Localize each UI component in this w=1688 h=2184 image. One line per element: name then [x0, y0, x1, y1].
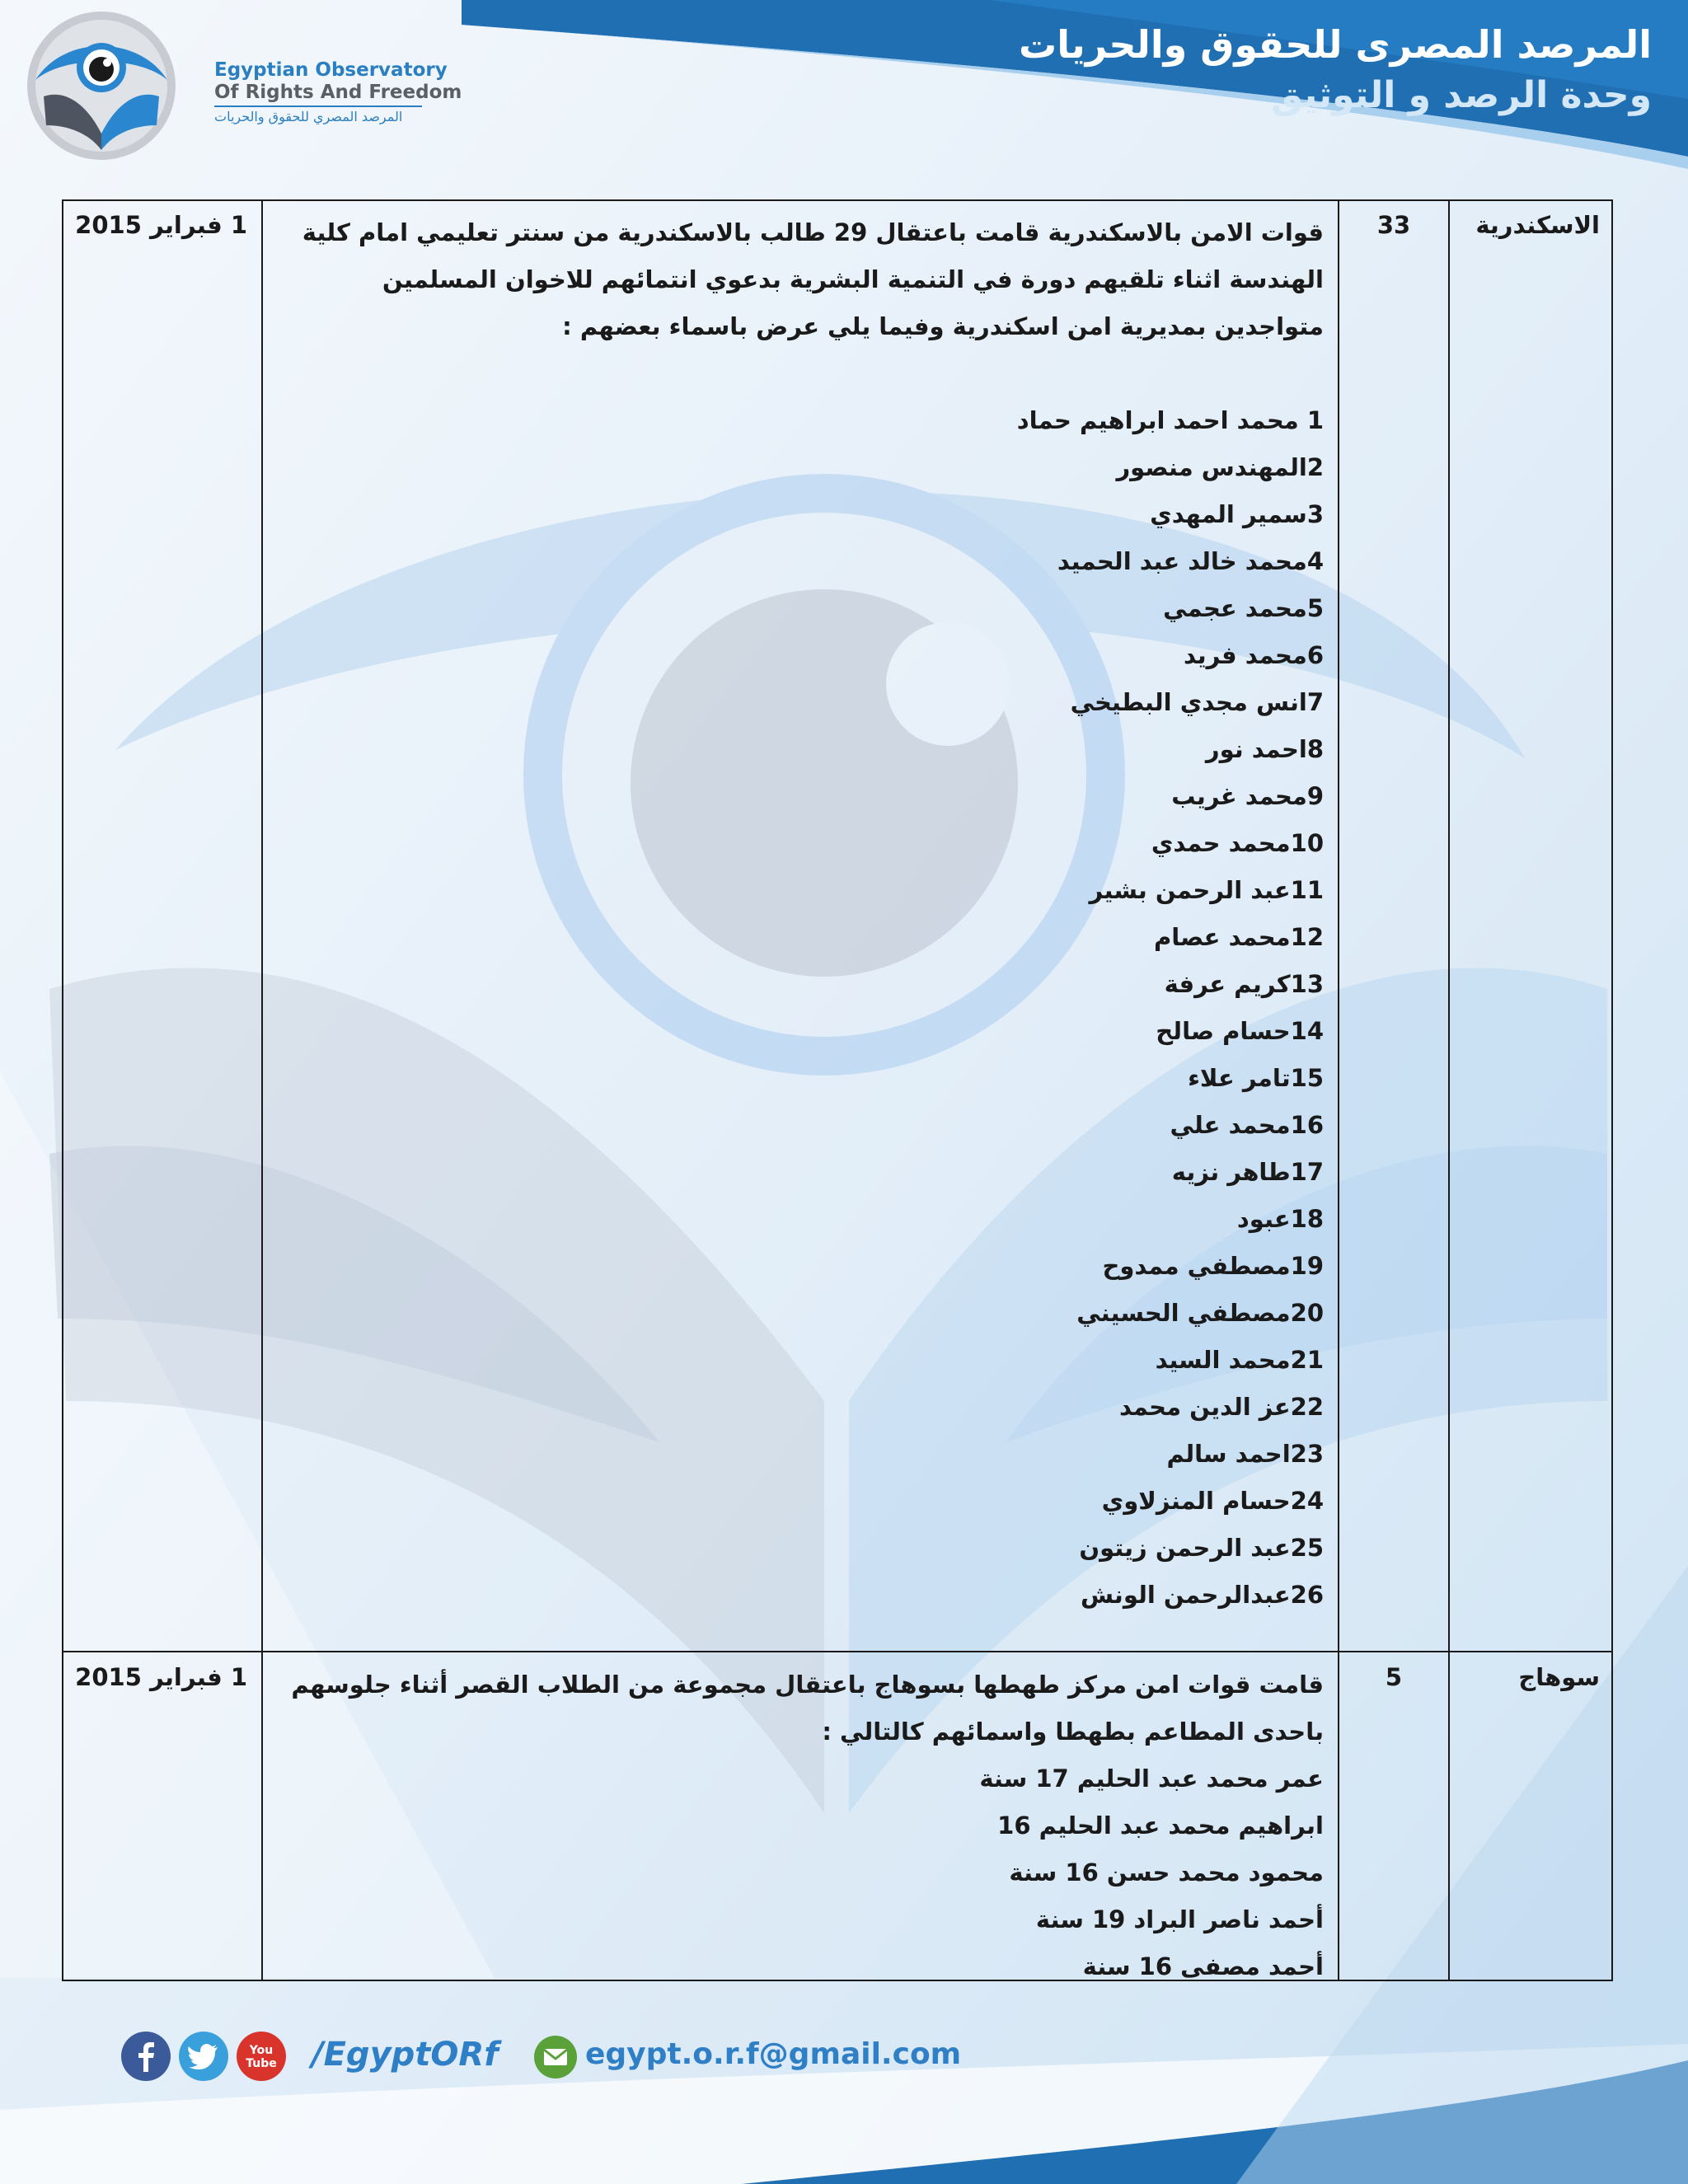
list-item: 25عبد الرحمن زيتون	[1079, 1534, 1324, 1562]
table-row	[62, 199, 1613, 1652]
list-item: 18عبود	[1236, 1205, 1324, 1233]
email-icon	[534, 2036, 577, 2079]
unit-title: وحدة الرصد و التوثيق	[1271, 74, 1652, 116]
list-item: 16محمد علي	[1170, 1111, 1324, 1139]
list-item: 11عبد الرحمن بشير	[1089, 876, 1324, 904]
social-handle-link[interactable]: /EgyptORf	[312, 2036, 499, 2074]
count-cell: 5	[1385, 1663, 1403, 1691]
details-cell	[262, 1652, 1339, 1981]
youtube-icon[interactable]	[236, 2031, 287, 2082]
org-logo	[23, 10, 485, 166]
list-item: 2المهندس منصور	[1116, 453, 1324, 481]
names-list	[279, 1755, 1324, 1990]
list-item: 8احمد نور	[1205, 735, 1324, 763]
list-item: 9محمد غريب	[1171, 782, 1324, 810]
list-item: 7انس مجدي البطيخي	[1070, 688, 1324, 716]
list-item: 1 محمد احمد ابراهيم حماد	[1016, 406, 1324, 434]
details-cell	[262, 199, 1339, 1652]
logo-text-line-1: Egyptian Observatory	[214, 59, 448, 81]
date-cell: 1 فبراير 2015	[75, 211, 247, 239]
logo-divider	[214, 105, 422, 107]
list-item: ابراهيم محمد عبد الحليم 16	[997, 1811, 1324, 1840]
list-item: عمر محمد عبد الحليم 17 سنة	[979, 1765, 1324, 1793]
header-title	[1019, 18, 1652, 120]
list-item: أحمد ناصر البراد 19 سنة	[1035, 1905, 1324, 1933]
youtube-label-line-1: You	[249, 2044, 274, 2057]
list-item: 3سمير المهدي	[1150, 500, 1324, 528]
governorate-cell: سوهاج	[1518, 1663, 1600, 1691]
youtube-label-line-2: Tube	[246, 2057, 277, 2070]
logo-text-line-3: المرصد المصري للحقوق والحريات	[214, 109, 403, 124]
list-item: 21محمد السيد	[1155, 1346, 1324, 1374]
logo-text-line-2: Of Rights And Freedom	[214, 82, 462, 103]
table-row	[62, 1652, 1613, 1981]
details-intro: قوات الامن بالاسكندرية قامت باعتقال 29 طالب بالاسكندرية من سنتر تعليمي امام كلية الهندسة اثناء تلقيهم دورة في التنمية البشرية بدعوي انتمائهم للاخوان المسلمين متواجدين بمديرية امن اسكندرية وفيما يلي عرض باسماء بعضهم :	[302, 218, 1324, 340]
list-item: أحمد مصفى 16 سنة	[1082, 1952, 1324, 1980]
date-cell: 1 فبراير 2015	[75, 1663, 247, 1691]
governorate-cell: الاسكندرية	[1475, 211, 1600, 239]
list-item: 12محمد عصام	[1153, 923, 1324, 951]
list-item: 26عبدالرحمن الونش	[1080, 1581, 1324, 1609]
list-item: 13كريم عرفة	[1164, 970, 1324, 998]
email-link[interactable]: egypt.o.r.f@gmail.com	[585, 2037, 962, 2071]
facebook-icon[interactable]	[120, 2031, 171, 2082]
list-item: 15تامر علاء	[1188, 1064, 1324, 1092]
list-item: محمود محمد حسن 16 سنة	[1009, 1858, 1324, 1886]
list-item: 5محمد عجمي	[1163, 594, 1324, 622]
list-item: 24حسام المنزلاوي	[1101, 1487, 1324, 1515]
org-title: المرصد المصرى للحقوق والحريات	[1019, 22, 1652, 67]
details-intro: قامت قوات امن مركز طهطها بسوهاج باعتقال مجموعة من الطلاب القصر أثناء جلوسهم باحدى المطاعم بطهطا واسمائهم كالتالي :	[291, 1671, 1324, 1746]
list-item: 4محمد خالد عبد الحميد	[1057, 547, 1324, 575]
count-cell: 33	[1376, 211, 1411, 239]
footer	[115, 2031, 1022, 2088]
eye-hands-logo-icon	[23, 10, 180, 166]
list-item: 14حسام صالح	[1156, 1017, 1324, 1045]
list-item: 22عز الدين محمد	[1118, 1393, 1324, 1421]
list-item: 6محمد فريد	[1183, 641, 1324, 669]
twitter-icon[interactable]	[178, 2031, 229, 2082]
arrests-table	[62, 199, 1613, 1980]
list-item: 19مصطفي ممدوح	[1102, 1252, 1324, 1280]
list-item: 20مصطفي الحسيني	[1076, 1299, 1324, 1327]
list-item: 17طاهر نزيه	[1171, 1158, 1324, 1186]
list-item: 10محمد حمدي	[1151, 829, 1324, 857]
names-list	[279, 397, 1324, 1619]
list-item: 23احمد سالم	[1166, 1440, 1324, 1468]
